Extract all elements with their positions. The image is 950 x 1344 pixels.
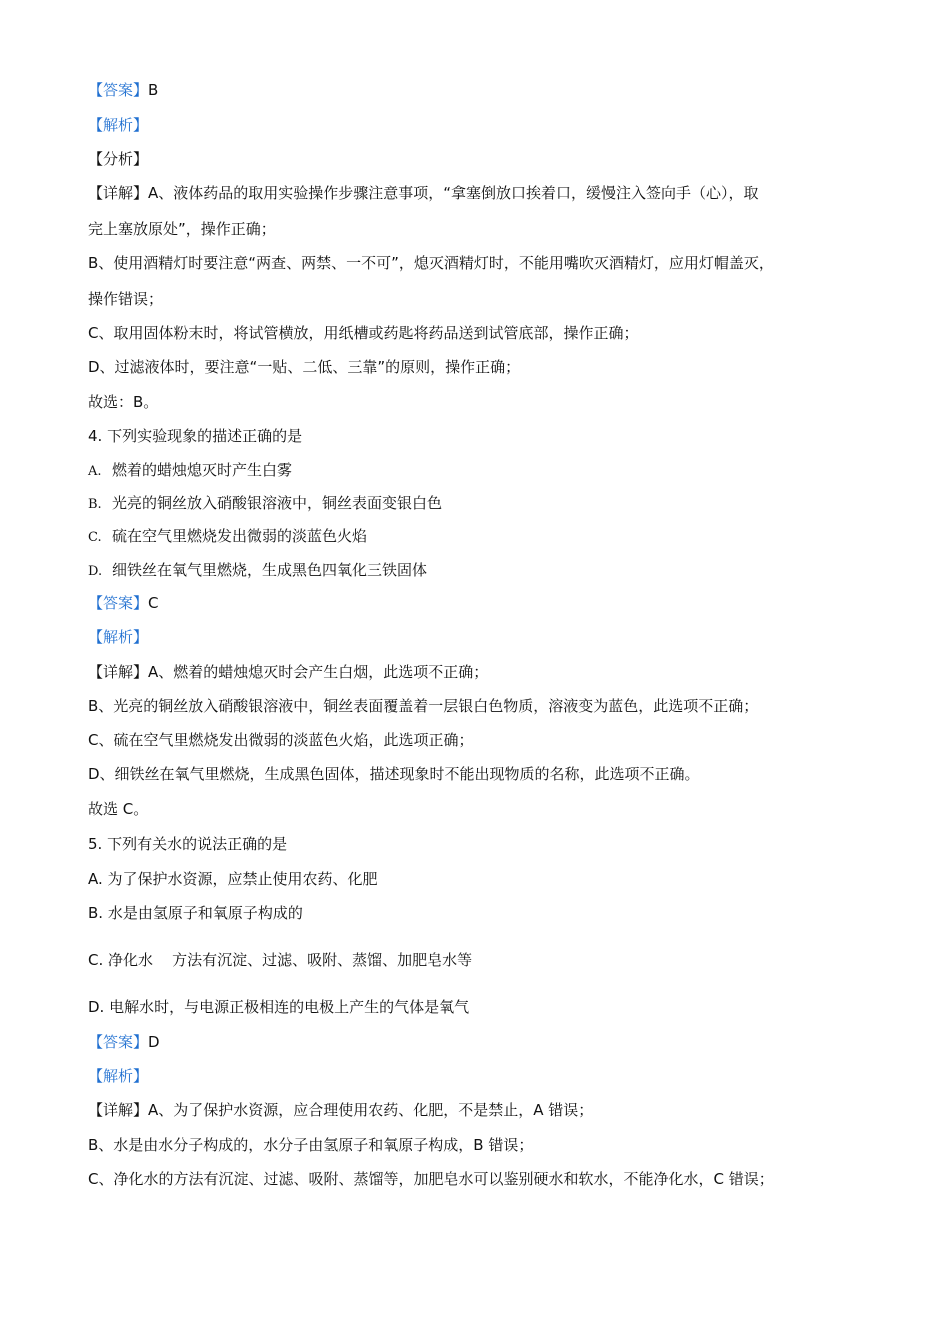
answer-tag: 【答案】 bbox=[88, 594, 149, 612]
q5-option-a: A. 为了保护水资源，应禁止使用农药、化肥 bbox=[88, 870, 378, 888]
option-letter: B. bbox=[88, 497, 102, 512]
q5-answer-line bbox=[88, 1032, 878, 1052]
q4-detail-a: A、燃着的蜡烛熄灭时会产生白烟，此选项不正确； bbox=[148, 663, 489, 681]
q5-option-c: C. 净化水 方法有沉淀、过滤、吸附、蒸馏、加肥皂水等 bbox=[88, 951, 473, 969]
q3-detail-line bbox=[88, 183, 878, 203]
answer-value: D bbox=[148, 1033, 160, 1051]
option-text: 硫在空气里燃烧发出微弱的淡蓝色火焰 bbox=[112, 527, 368, 545]
q4-detail-line bbox=[88, 662, 878, 682]
answer-tag: 【答案】 bbox=[88, 81, 149, 99]
detail-tag: 【详解】 bbox=[88, 663, 149, 681]
q5-detail-a: A、为了保护水资源，应合理使用农药、化肥，不是禁止，A 错误； bbox=[148, 1101, 594, 1119]
q5-detail-c: C、净化水的方法有沉淀、过滤、吸附、蒸馏等，加肥皂水可以鉴别硬水和软水，不能净化水，C 错误； bbox=[88, 1170, 774, 1188]
q5-detail-line bbox=[88, 1100, 878, 1120]
analysis-tag: 【解析】 bbox=[88, 116, 149, 134]
answer-tag: 【答案】 bbox=[88, 1033, 149, 1051]
q4-conclusion: 故选 C。 bbox=[88, 800, 149, 818]
option-letter: D. bbox=[88, 564, 103, 579]
q4-detail-b: B、光亮的铜丝放入硝酸银溶液中，铜丝表面覆盖着一层银白色物质，溶液变为蓝色，此选项不正确； bbox=[88, 697, 759, 715]
q5-stem: 5. 下列有关水的说法正确的是 bbox=[88, 835, 288, 853]
option-text: 燃着的蜡烛熄灭时产生白雾 bbox=[112, 461, 293, 479]
q3-detail-d: D、过滤液体时，要注意“一贴、二低、三靠”的原则，操作正确； bbox=[88, 358, 521, 376]
answer-value: C bbox=[148, 594, 159, 612]
detail-tag: 【详解】 bbox=[88, 1101, 149, 1119]
q4-option-c bbox=[88, 526, 878, 548]
q4-stem: 4. 下列实验现象的描述正确的是 bbox=[88, 427, 303, 445]
option-text: 光亮的铜丝放入硝酸银溶液中，铜丝表面变银白色 bbox=[112, 494, 443, 512]
option-letter: C. bbox=[88, 530, 102, 545]
fenxi-tag: 【分析】 bbox=[88, 150, 149, 168]
q4-option-d bbox=[88, 560, 878, 582]
q3-detail-b-2: 操作错误； bbox=[88, 290, 164, 308]
q3-detail-c: C、取用固体粉末时，将试管横放，用纸槽或药匙将药品送到试管底部，操作正确； bbox=[88, 324, 639, 342]
detail-tag: 【详解】 bbox=[88, 184, 149, 202]
q4-detail-d: D、细铁丝在氧气里燃烧，生成黑色固体，描述现象时不能出现物质的名称，此选项不正确。 bbox=[88, 765, 700, 783]
q4-option-a bbox=[88, 460, 878, 482]
q3-detail-b-1: B、使用酒精灯时要注意“两查、两禁、一不可”，熄灭酒精灯时，不能用嘴吹灭酒精灯，应用灯帽盖灭， bbox=[88, 254, 774, 272]
option-text: 细铁丝在氧气里燃烧，生成黑色四氧化三铁固体 bbox=[112, 561, 428, 579]
q5-option-d: D. 电解水时，与电源正极相连的电极上产生的气体是氧气 bbox=[88, 998, 470, 1016]
q3-detail-a-1: A、液体药品的取用实验操作步骤注意事项，“拿塞倒放口挨着口，缓慢注入签向手（心），取 bbox=[148, 184, 759, 202]
q3-detail-a-2: 完上塞放原处”，操作正确； bbox=[88, 220, 276, 238]
option-letter: A. bbox=[88, 464, 102, 479]
q3-answer-line bbox=[88, 80, 878, 100]
q5-detail-b: B、水是由水分子构成的，水分子由氢原子和氧原子构成，B 错误； bbox=[88, 1136, 534, 1154]
q3-conclusion: 故选：B。 bbox=[88, 393, 159, 411]
analysis-tag: 【解析】 bbox=[88, 628, 149, 646]
q5-option-b: B. 水是由氢原子和氧原子构成的 bbox=[88, 904, 303, 922]
analysis-tag: 【解析】 bbox=[88, 1067, 149, 1085]
answer-value: B bbox=[148, 81, 159, 99]
q4-answer-line bbox=[88, 593, 878, 613]
q4-option-b bbox=[88, 493, 878, 515]
q4-detail-c: C、硫在空气里燃烧发出微弱的淡蓝色火焰，此选项正确； bbox=[88, 731, 474, 749]
